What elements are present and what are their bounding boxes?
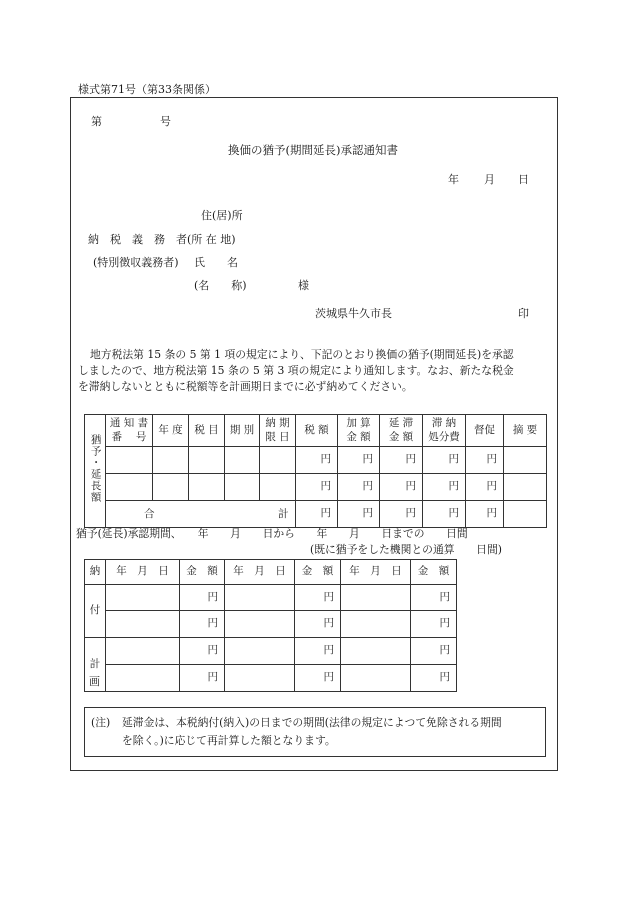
header-remarks: 摘 要 — [504, 415, 547, 447]
meisho-label: (名 称) — [194, 279, 247, 292]
yen-cell: 円 — [411, 611, 457, 638]
header-additional-amount: 加 算 金 額 — [338, 415, 380, 447]
sama-label: 様 — [298, 279, 309, 292]
yen-cell: 円 — [411, 585, 457, 611]
header-fiscal-year: 年 度 — [153, 415, 189, 447]
yen-cell: 円 — [296, 501, 338, 528]
plan-side-char: 付 — [85, 585, 106, 638]
table-row — [85, 585, 457, 611]
yen-cell: 円 — [296, 474, 338, 501]
plan-side-char: 計 — [85, 638, 106, 692]
table-row — [85, 665, 457, 692]
yen-cell: 円 — [411, 638, 457, 665]
approval-period-sub: (既に猶予をした機関との通算 日間) — [310, 543, 502, 556]
header-amount: 金 額 — [180, 560, 225, 585]
header-demand: 督促 — [466, 415, 504, 447]
yen-cell: 円 — [423, 447, 466, 474]
total-row — [85, 501, 547, 528]
yen-cell: 円 — [338, 501, 380, 528]
plan-side-char-last: 画 — [89, 675, 100, 688]
yen-cell: 円 — [180, 665, 225, 692]
yen-cell: 円 — [180, 611, 225, 638]
seal-mark: 印 — [518, 307, 529, 320]
header-date: 年 月 日 — [225, 560, 295, 585]
note-line-2: を除く。)に応じて再計算した額となります。 — [122, 734, 336, 747]
body-line-3: を滞納しないとともに税額等を計画期日までに必ず納めてください。 — [78, 380, 413, 393]
form-number: 様式第71号（第33条関係） — [78, 83, 216, 96]
table-row — [85, 447, 547, 474]
issuer-name: 茨城県牛久市長 — [315, 307, 392, 320]
special-collector-label: (特別徴収義務者) — [93, 256, 179, 269]
payment-plan-table — [84, 559, 457, 692]
taxpayer-label: 納 税 義 務 者(所 在 地) — [88, 233, 236, 246]
yen-cell: 円 — [380, 447, 423, 474]
header-amount: 金 額 — [411, 560, 457, 585]
yen-cell: 円 — [295, 638, 341, 665]
plan-side-char: 納 — [85, 560, 106, 585]
yen-cell: 円 — [423, 474, 466, 501]
yen-cell: 円 — [466, 501, 504, 528]
yen-cell: 円 — [423, 501, 466, 528]
yen-cell: 円 — [466, 474, 504, 501]
header-disposition-fee: 滞 納 処分費 — [423, 415, 466, 447]
header-date: 年 月 日 — [106, 560, 180, 585]
body-line-2: しましたので、地方税法第 15 条の 5 第 3 項の規定により通知します。なお、新たな税金 — [78, 364, 514, 377]
body-line-1: 地方税法第 15 条の 5 第 1 項の規定により、下記のとおり換価の猶予(期間延長)を承認 — [90, 348, 514, 361]
note-line-1: 延滞金は、本税納付(納入)の日までの期間(法律の規定によつて免除される期間 — [122, 716, 502, 729]
deferral-side-label: 猶予・延長額 — [85, 415, 106, 528]
header-notice-number: 通 知 書 番 号 — [106, 415, 153, 447]
header-date: 年 月 日 — [341, 560, 411, 585]
table-row — [85, 474, 547, 501]
yen-cell: 円 — [380, 474, 423, 501]
header-late-fee: 延 滞 金 額 — [380, 415, 423, 447]
date-day: 日 — [518, 173, 529, 186]
yen-cell: 円 — [411, 665, 457, 692]
table-row — [85, 611, 457, 638]
note-label: (注) — [91, 716, 111, 729]
address-label: 住(居)所 — [201, 209, 243, 222]
table-row — [85, 638, 457, 665]
total-label: 合 計 — [106, 501, 296, 528]
yen-cell: 円 — [380, 501, 423, 528]
deferral-amount-table — [84, 414, 547, 528]
yen-cell: 円 — [180, 638, 225, 665]
yen-cell: 円 — [338, 474, 380, 501]
document-title: 換価の猶予(期間延長)承認通知書 — [228, 143, 398, 157]
date-month: 月 — [484, 173, 495, 186]
name-label: 氏 名 — [194, 256, 238, 269]
yen-cell: 円 — [338, 447, 380, 474]
header-tax-item: 税 目 — [189, 415, 225, 447]
header-amount: 金 額 — [295, 560, 341, 585]
header-due-date: 納 期 限 日 — [260, 415, 296, 447]
yen-cell: 円 — [295, 665, 341, 692]
header-period: 期 別 — [225, 415, 260, 447]
yen-cell: 円 — [180, 585, 225, 611]
doc-number-prefix: 第 — [91, 115, 102, 128]
yen-cell: 円 — [296, 447, 338, 474]
approval-period-line: 猶予(延長)承認期間、 年 月 日から 年 月 日までの 日間 — [76, 527, 468, 540]
yen-cell: 円 — [295, 611, 341, 638]
yen-cell: 円 — [466, 447, 504, 474]
header-tax-amount: 税 額 — [296, 415, 338, 447]
doc-number-suffix: 号 — [160, 115, 171, 128]
date-year: 年 — [448, 173, 459, 186]
yen-cell: 円 — [295, 585, 341, 611]
note-box — [84, 707, 546, 757]
